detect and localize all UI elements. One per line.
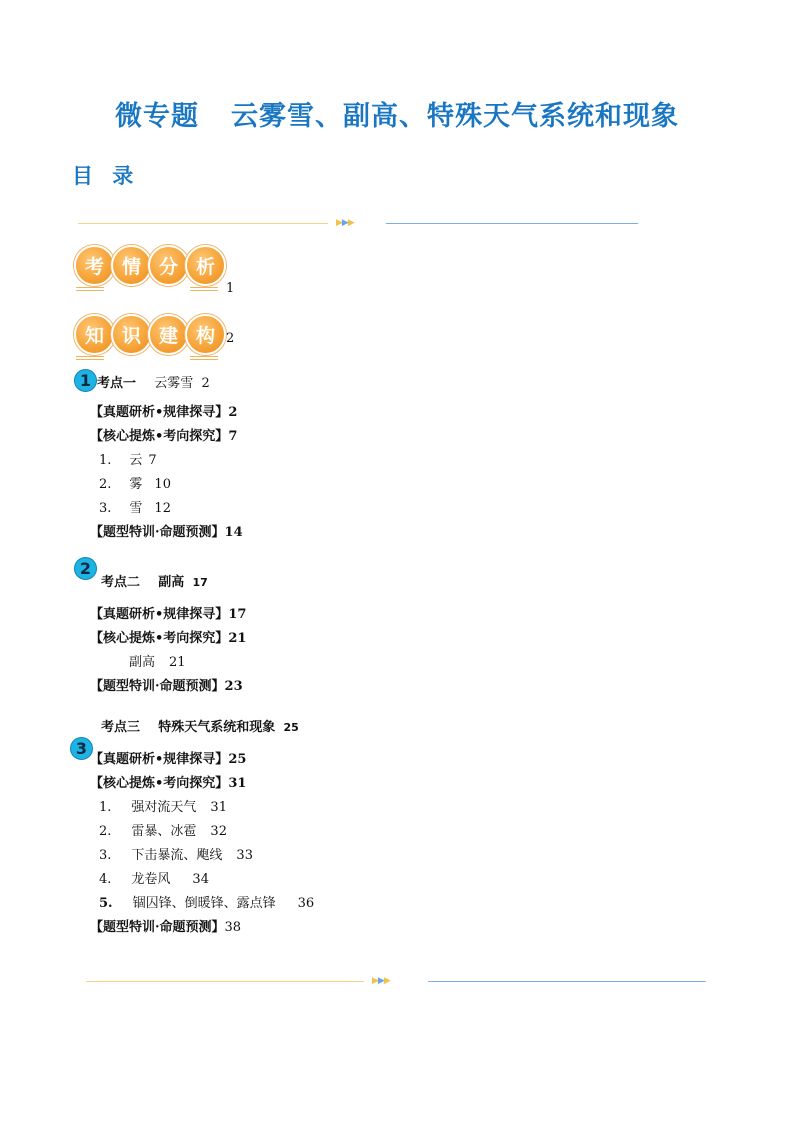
toc-entry[interactable] (99, 892, 314, 911)
page-number: 1 (226, 281, 235, 296)
topic-name: 特殊天气系统和现象 (158, 720, 276, 735)
toc-entry[interactable] (90, 627, 246, 646)
arrow-icon: ▶ (336, 218, 342, 228)
topic-heading[interactable] (101, 571, 208, 590)
arrow-icon: ▶ (377, 976, 384, 986)
topic-number-circle: 1 (74, 369, 97, 392)
page-number: 23 (224, 679, 243, 694)
topic-label: 考点一 (97, 376, 137, 391)
page-number: 31 (228, 776, 247, 791)
page-number: 10 (154, 477, 171, 492)
page-number: 14 (224, 525, 243, 540)
page-number: 32 (210, 824, 227, 839)
toc-entry[interactable] (90, 916, 241, 935)
entry-text: 锢囚锋、倒暖锋、露点锋 (132, 896, 276, 911)
page-number: 36 (297, 896, 315, 911)
entry-number: 2. (99, 477, 112, 492)
entry-text: 【题型特训·命题预测】 (90, 679, 225, 694)
entry-text: 【真题研析•规律探寻】 (90, 405, 229, 420)
arrow-icon: ▶ (341, 218, 348, 228)
toc-entry[interactable] (99, 868, 209, 887)
badge-underline (190, 356, 218, 362)
entry-text: 【题型特训·命题预测】 (90, 525, 225, 540)
badge-char: 知 (74, 314, 115, 355)
toc-entry[interactable] (99, 844, 253, 863)
page-number: 21 (228, 631, 247, 646)
topic-label: 考点三 (101, 720, 141, 735)
page-number: 31 (210, 800, 227, 815)
badge-underline (76, 287, 104, 293)
toc-entry[interactable] (90, 603, 246, 622)
toc-entry[interactable] (90, 521, 243, 540)
entry-text: 龙卷风 (131, 872, 171, 887)
badge-char: 分 (148, 245, 189, 286)
page-number: 25 (283, 721, 299, 734)
toc-entry[interactable] (90, 748, 246, 767)
section-badge-knowledge[interactable] (74, 314, 222, 355)
toc-entry[interactable] (90, 401, 237, 420)
toc-entry[interactable] (90, 425, 237, 444)
page-number: 7 (228, 429, 238, 444)
toc-entry[interactable] (99, 497, 171, 516)
badge-char: 析 (185, 245, 226, 286)
page-number: 17 (228, 607, 247, 622)
arrow-icon: ▶ (347, 218, 354, 228)
page-number: 7 (148, 453, 157, 468)
entry-text: 【核心提炼•考向探究】 (90, 631, 229, 646)
entry-text: 雷暴、冰雹 (131, 824, 197, 839)
topic-name: 云雾雪 (154, 376, 194, 391)
toc-entry[interactable] (90, 772, 246, 791)
arrow-icon: ▶ (372, 976, 378, 986)
arrow-icon: ▶ (383, 976, 390, 986)
topic-label: 考点二 (101, 575, 141, 590)
page-number: 21 (169, 655, 186, 670)
entry-text: 下击暴流、飑线 (131, 848, 223, 863)
page-number: 33 (236, 848, 253, 863)
page-number: 2 (201, 376, 210, 391)
badge-char: 识 (111, 314, 152, 355)
page-number: 12 (154, 501, 171, 516)
entry-number: 3. (99, 848, 112, 863)
entry-text: 云 (129, 453, 143, 468)
toc-entry[interactable] (99, 449, 157, 468)
entry-text: 【真题研析•规律探寻】 (90, 607, 229, 622)
badge-char: 考 (74, 245, 115, 286)
entry-number: 5. (99, 896, 113, 911)
topic-heading[interactable] (101, 716, 299, 735)
entry-text: 雪 (129, 501, 143, 516)
entry-text: 【题型特训·命题预测】 (90, 920, 225, 935)
entry-number: 3. (99, 501, 112, 516)
entry-number: 2. (99, 824, 112, 839)
toc-entry[interactable] (99, 820, 227, 839)
page-number: 17 (192, 576, 208, 589)
entry-text: 强对流天气 (131, 800, 197, 815)
topic-number-circle: 2 (74, 557, 97, 580)
entry-number: 1. (99, 800, 112, 815)
topic-heading[interactable] (97, 372, 210, 391)
toc-entry[interactable] (99, 796, 227, 815)
entry-text: 副高 (129, 655, 156, 670)
section-badge-analysis[interactable] (74, 245, 222, 286)
entry-number: 4. (99, 872, 112, 887)
page-number: 2 (228, 405, 238, 420)
toc-entry[interactable] (129, 651, 186, 670)
page-title (0, 94, 794, 133)
title-right: 云雾雪、副高、特殊天气系统和现象 (231, 101, 679, 132)
title-left: 微专题 (115, 101, 199, 132)
badge-char: 建 (148, 314, 189, 355)
badge-char: 构 (185, 314, 226, 355)
badge-char: 情 (111, 245, 152, 286)
topic-number-circle: 3 (70, 737, 93, 760)
toc-entry[interactable] (90, 675, 243, 694)
entry-text: 雾 (129, 477, 143, 492)
page-number: 34 (192, 872, 209, 887)
toc-entry[interactable] (99, 473, 171, 492)
divider-arrows (336, 218, 354, 228)
page-number: 2 (226, 331, 235, 346)
entry-text: 【核心提炼•考向探究】 (90, 776, 229, 791)
badge-underline (76, 356, 104, 362)
entry-number: 1. (99, 453, 112, 468)
badge-underline (190, 287, 218, 293)
entry-text: 【真题研析•规律探寻】 (90, 752, 229, 767)
entry-text: 【核心提炼•考向探究】 (90, 429, 229, 444)
page-number: 25 (228, 752, 247, 767)
divider-arrows (372, 976, 390, 986)
topic-name: 副高 (158, 575, 185, 590)
toc-heading: 目 录 (72, 164, 140, 188)
page-number: 38 (224, 920, 242, 935)
